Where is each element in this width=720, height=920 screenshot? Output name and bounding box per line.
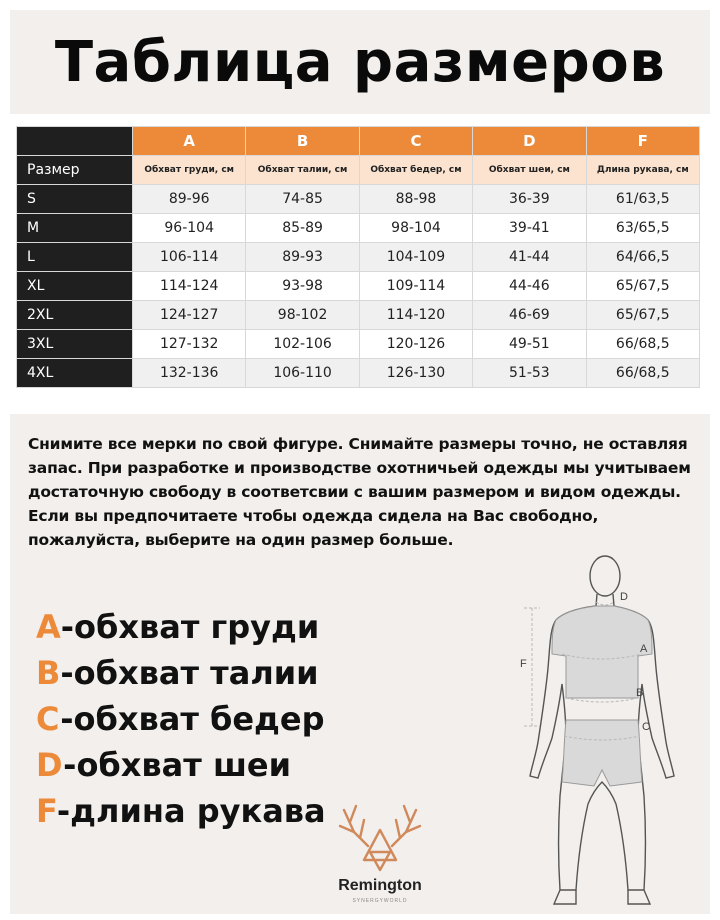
table-cell: 120-126: [359, 330, 472, 359]
table-cell: 132-136: [133, 359, 246, 388]
table-cell: 98-102: [246, 301, 359, 330]
table-cell: 88-98: [359, 185, 472, 214]
table-cell: 114-124: [133, 272, 246, 301]
table-cell: 44-46: [473, 272, 586, 301]
table-cell: 36-39: [473, 185, 586, 214]
table-cell: 41-44: [473, 243, 586, 272]
size-label: 4XL: [17, 359, 133, 388]
figure-label-f: F: [520, 658, 527, 670]
table-cell: 85-89: [246, 214, 359, 243]
table-cell: 51-53: [473, 359, 586, 388]
size-label: 3XL: [17, 330, 133, 359]
table-cell: 98-104: [359, 214, 472, 243]
table-cell: 104-109: [359, 243, 472, 272]
table-cell: 106-114: [133, 243, 246, 272]
table-row: [17, 214, 700, 243]
table-cell: 124-127: [133, 301, 246, 330]
table-cell: 89-96: [133, 185, 246, 214]
measure-header-row: [17, 156, 700, 185]
table-cell: 49-51: [473, 330, 586, 359]
table-cell: 66/68,5: [586, 359, 699, 388]
figure-label-c: C: [642, 721, 650, 733]
measure-header: Обхват бедер, см: [359, 156, 472, 185]
brand-tagline: SYNERGYWORLD: [352, 898, 408, 904]
antlers-icon: [340, 806, 420, 870]
figure-label-a: A: [640, 643, 648, 655]
table-cell: 63/65,5: [586, 214, 699, 243]
size-label: L: [17, 243, 133, 272]
table-row: [17, 301, 700, 330]
table-cell: 74-85: [246, 185, 359, 214]
table-cell: 109-114: [359, 272, 472, 301]
legend-item: [36, 604, 326, 650]
legend-letter: D: [36, 746, 64, 784]
legend-letter: A: [36, 608, 61, 646]
size-label: 2XL: [17, 301, 133, 330]
table-corner: [17, 127, 133, 156]
table-cell: 65/67,5: [586, 301, 699, 330]
figure-label-d: D: [620, 591, 628, 603]
legend-item: [36, 650, 326, 696]
legend-letter: C: [36, 700, 61, 738]
legend-text: -обхват шеи: [63, 746, 292, 784]
legend-item: [36, 742, 326, 788]
measurement-legend: [36, 604, 326, 834]
legend-letter: B: [36, 654, 61, 692]
title-banner: [10, 10, 710, 114]
legend-text: -длина рукава: [56, 792, 326, 830]
table-cell: 39-41: [473, 214, 586, 243]
remington-logo: [320, 790, 440, 910]
table-cell: 93-98: [246, 272, 359, 301]
size-label: XL: [17, 272, 133, 301]
table-cell: 106-110: [246, 359, 359, 388]
table-cell: 102-106: [246, 330, 359, 359]
column-letter: F: [586, 127, 699, 156]
page-title: Таблица размеров: [54, 29, 666, 95]
info-panel: [10, 414, 710, 914]
measure-header: Длина рукава, см: [586, 156, 699, 185]
table-cell: 46-69: [473, 301, 586, 330]
table-cell: 64/66,5: [586, 243, 699, 272]
brand-name: Remington: [338, 877, 422, 894]
table-cell: 61/63,5: [586, 185, 699, 214]
legend-text: -обхват груди: [60, 608, 320, 646]
table-cell: 114-120: [359, 301, 472, 330]
measure-header: Обхват шеи, см: [473, 156, 586, 185]
table-row: [17, 272, 700, 301]
legend-item: [36, 788, 326, 834]
figure-label-b: B: [636, 687, 644, 699]
measure-header: Обхват груди, см: [133, 156, 246, 185]
measure-header: Обхват талии, см: [246, 156, 359, 185]
legend-text: -обхват бедер: [60, 700, 325, 738]
table-cell: 126-130: [359, 359, 472, 388]
table-row: [17, 243, 700, 272]
legend-text: -обхват талии: [60, 654, 319, 692]
table-cell: 66/68,5: [586, 330, 699, 359]
table-row: [17, 185, 700, 214]
legend-letter: F: [36, 792, 57, 830]
legend-item: [36, 696, 326, 742]
letter-header-row: [17, 127, 700, 156]
size-label: S: [17, 185, 133, 214]
table-cell: 65/67,5: [586, 272, 699, 301]
size-column-header: Размер: [17, 156, 133, 185]
column-letter: B: [246, 127, 359, 156]
shorts-shape: [562, 720, 642, 786]
table-cell: 96-104: [133, 214, 246, 243]
size-label: M: [17, 214, 133, 243]
column-letter: C: [359, 127, 472, 156]
shirt-shape: [552, 606, 652, 698]
body-figure-illustration: [510, 550, 690, 920]
measuring-note: Снимите все мерки по свой фигуре. Снимайте размеры точно, не оставляя запас. При разработке и производстве охотничьей одежды мы учитываем достаточную свободу в соответсвии с вашим размером и видом одежды. Если вы предпочитаете чтобы одежда сидела на Вас свободно, пожалуйста, выберите на один размер больше.: [28, 435, 691, 549]
table-cell: 127-132: [133, 330, 246, 359]
size-table: [16, 126, 700, 388]
table-row: [17, 330, 700, 359]
table-cell: 89-93: [246, 243, 359, 272]
column-letter: A: [133, 127, 246, 156]
column-letter: D: [473, 127, 586, 156]
table-row: [17, 359, 700, 388]
